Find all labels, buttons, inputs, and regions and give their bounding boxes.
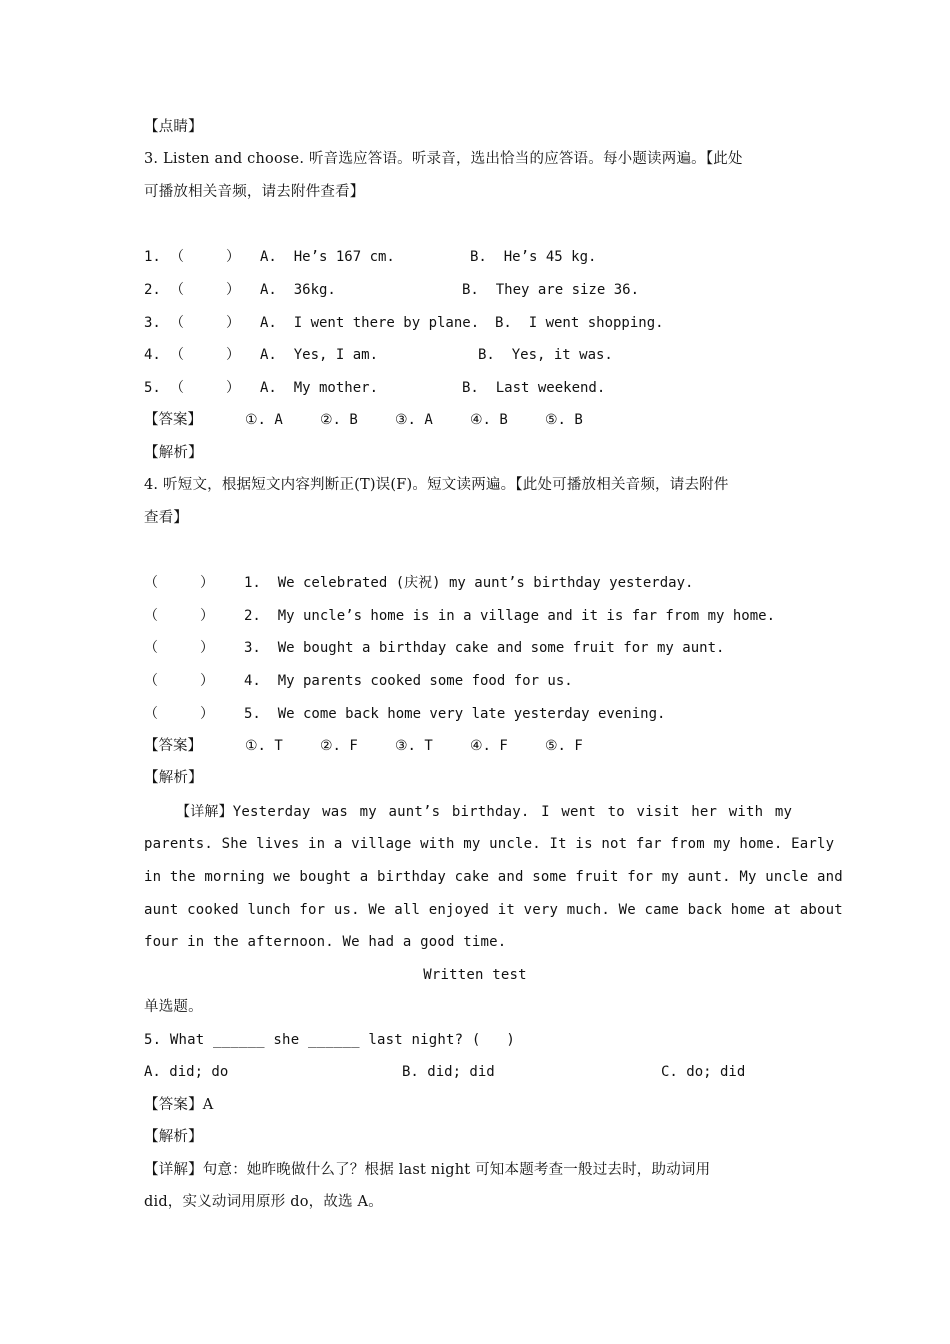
answer-blank: （ ） <box>170 315 240 331</box>
answer-value: ②. B <box>320 412 358 428</box>
option-b: B. I went shopping. <box>495 315 664 331</box>
option-a: A. He’s 167 cm. <box>260 249 395 265</box>
q4-title-line1: 4. 听短文，根据短文内容判断正(T)误(F)。短文读两遍。【此处可播放相关音频，请去附件 <box>144 477 729 493</box>
option-b: B. Yes, it was. <box>478 347 613 363</box>
answer-value: ①. A <box>245 412 283 428</box>
detail-line: parents. She lives in a village with my uncle. It is not far from my home. Early <box>144 836 835 852</box>
statement-text: 1. We celebrated (庆祝) my aunt’s birthday yesterday. <box>244 575 694 591</box>
detail-line: 【详解】Yesterday was my aunt’s birthday. I went to visit her with my <box>176 804 793 820</box>
option-b: B. Last weekend. <box>462 380 606 396</box>
statement-text: 5. We come back home very late yesterday evening. <box>244 706 666 722</box>
answer-blank: （ ） <box>144 706 214 722</box>
answer-value: ⑤. B <box>545 412 583 428</box>
answer-blank: （ ） <box>144 608 214 624</box>
statement-text: 2. My uncle’s home is in a village and it is far from my home. <box>244 608 776 624</box>
option-c: C. do; did <box>661 1064 746 1080</box>
item-number: 3. <box>144 315 161 331</box>
option-a: A. I went there by plane. <box>260 315 480 331</box>
answer-blank: （ ） <box>144 575 214 591</box>
option-a: A. My mother. <box>260 380 379 396</box>
item-number: 4. <box>144 347 161 363</box>
option-a: A. Yes, I am. <box>260 347 379 363</box>
answer-value: ③. A <box>395 412 433 428</box>
q3-title-line1: 3. Listen and choose. 听音选应答语。听录音，选出恰当的应答语。每小题读两遍。【此处 <box>144 151 743 167</box>
answer-label: 【答案】 <box>144 412 202 428</box>
option-b: B. He’s 45 kg. <box>470 249 597 265</box>
q3-title-line2: 可播放相关音频，请去附件查看】 <box>144 184 365 200</box>
option-a: A. 36kg. <box>260 282 336 298</box>
answer-blank: （ ） <box>170 347 240 363</box>
item-number: 1. <box>144 249 161 265</box>
option-b: B. did; did <box>402 1064 495 1080</box>
q5-analysis-heading: 【解析】 <box>144 1129 203 1145</box>
answer-value: ④. B <box>470 412 508 428</box>
answer-value: ①. T <box>245 738 283 754</box>
answer-blank: （ ） <box>170 249 240 265</box>
answer-label: 【答案】 <box>144 738 202 754</box>
answer-value: ⑤. F <box>545 738 583 754</box>
answer-blank: （ ） <box>170 282 240 298</box>
answer-value: ④. F <box>470 738 508 754</box>
q5-detail-line1: 【详解】句意：她昨晚做什么了？根据 last night 可知本题考查一般过去时，助动词用 <box>144 1162 711 1178</box>
item-number: 2. <box>144 282 161 298</box>
option-b: B. They are size 36. <box>462 282 640 298</box>
written-test-heading: Written test <box>423 967 527 983</box>
q5-detail-line2: did，实义动词用原形 do，故选 A。 <box>144 1194 383 1210</box>
answer-blank: （ ） <box>144 673 214 689</box>
detail-line: in the morning we bought a birthday cake and some fruit for my aunt. My uncle and <box>144 869 843 885</box>
q5-answer: 【答案】A <box>144 1097 214 1113</box>
answer-blank: （ ） <box>170 380 240 396</box>
answer-value: ③. T <box>395 738 433 754</box>
item-number: 5. <box>144 380 161 396</box>
option-a: A. did; do <box>144 1064 229 1080</box>
detail-line: aunt cooked lunch for us. We all enjoyed it very much. We came back home at about <box>144 902 843 918</box>
answer-value: ②. F <box>320 738 358 754</box>
detail-line: four in the afternoon. We had a good time. <box>144 934 507 950</box>
statement-text: 3. We bought a birthday cake and some fruit for my aunt. <box>244 640 725 656</box>
answer-blank: （ ） <box>144 640 214 656</box>
q4-title-line2: 查看】 <box>144 510 189 526</box>
dianjing-heading: 【点睛】 <box>144 119 203 135</box>
statement-text: 4. My parents cooked some food for us. <box>244 673 573 689</box>
q5-question: 5. What ______ she ______ last night? ( ) <box>144 1032 516 1048</box>
q3-analysis-heading: 【解析】 <box>144 445 203 461</box>
q4-analysis-heading: 【解析】 <box>144 770 203 786</box>
section-title: 单选题。 <box>144 999 203 1015</box>
